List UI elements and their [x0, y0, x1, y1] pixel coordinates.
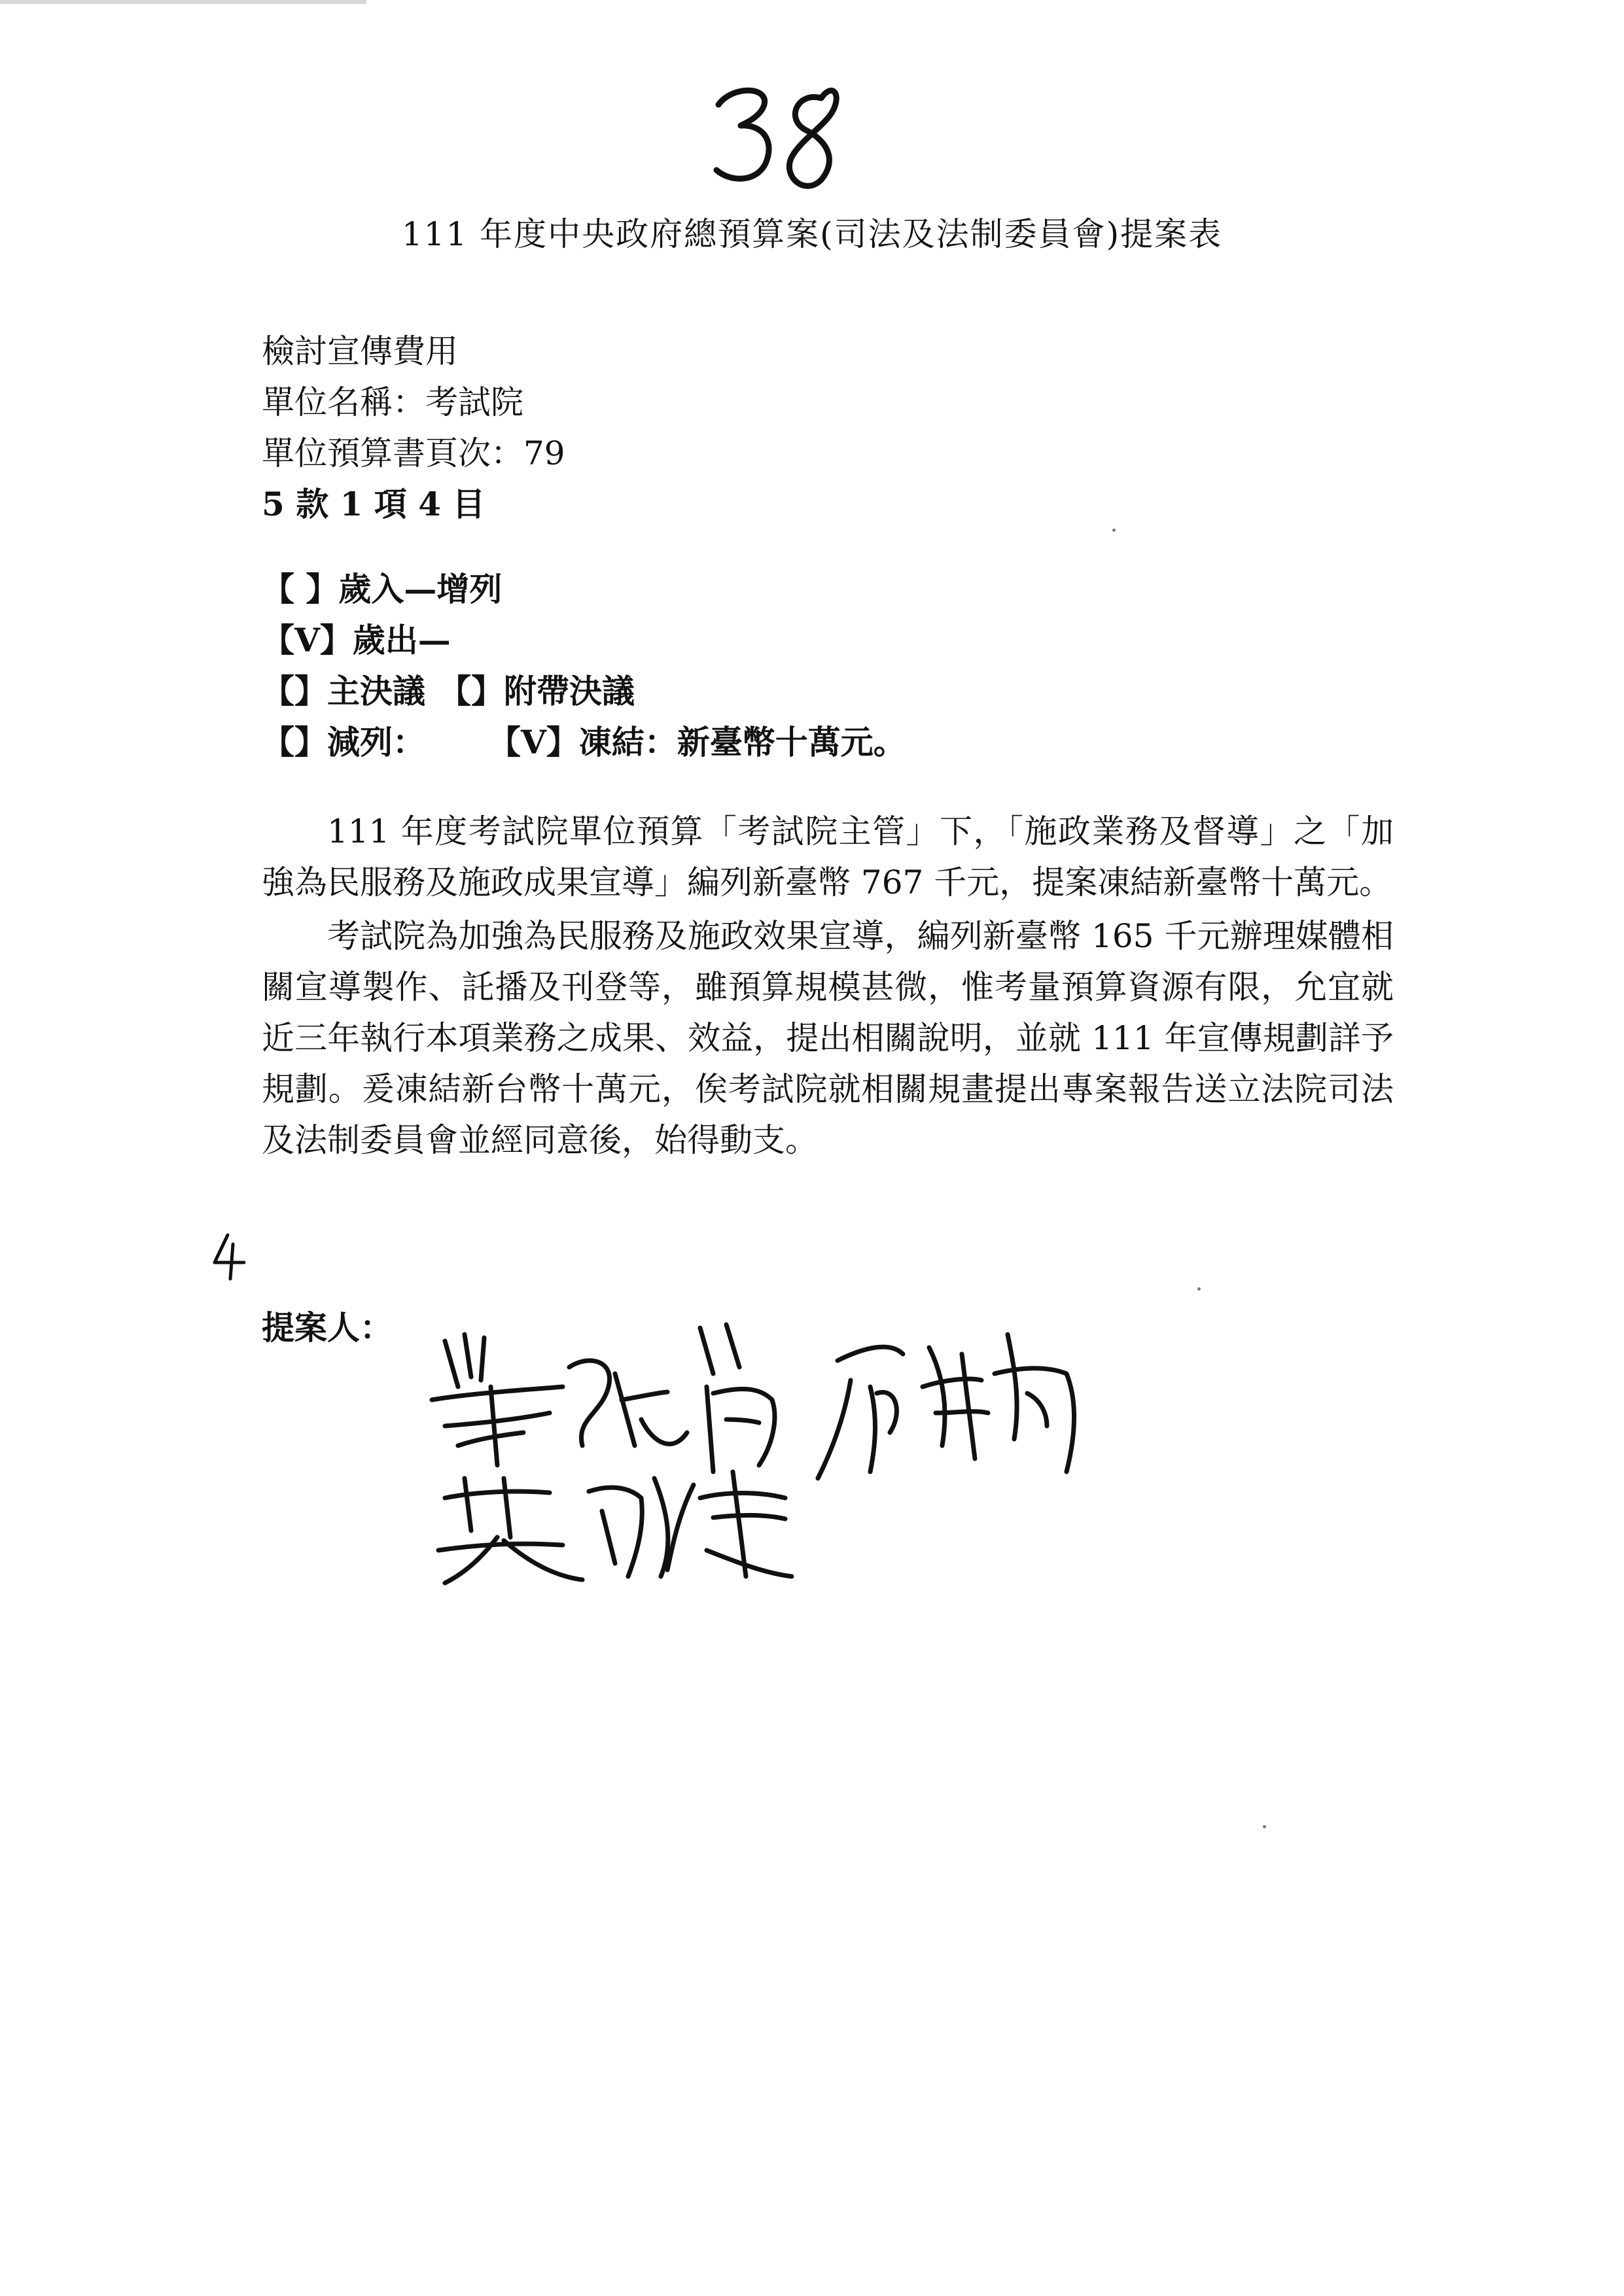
revenue-label: 歲入—增列	[338, 570, 503, 608]
paragraph: 111 年度考試院單位預算「考試院主管」下，「施政業務及督導」之「加強為民服務及施政成果宣導」編列新臺幣 767 千元，提案凍結新臺幣十萬元。	[262, 812, 1394, 901]
subject-line: 檢討宣傳費用	[262, 332, 458, 370]
option-reduce-freeze	[262, 717, 906, 768]
revenue-checkbox: 【 】	[262, 570, 339, 608]
budget-page-line: 單位預算書頁次：79	[262, 434, 565, 472]
supplementary-resolution-checkbox: 【】	[438, 672, 504, 710]
section-line: 5 款 1 項 4 目	[262, 485, 485, 523]
freeze-label: 凍結：新臺幣十萬元。	[578, 723, 906, 761]
handwritten-signatures	[419, 1315, 1139, 1590]
scan-speck	[1112, 529, 1116, 532]
option-revenue	[262, 564, 906, 615]
paragraph: 考試院為加強為民服務及施政效果宣導，編列新臺幣 165 千元辦理媒體相關宣導製作、託播及刊登等，雖預算規模甚微，惟考量預算資源有限，允宜就近三年執行本項業務之成果、效益，提出相關說明，並就 111 年宣傳規劃詳予規劃。爰凍結新台幣十萬元，俟考試院就相關規畫提出專案報告送立法院司法及法制委員會並經同意後，始得動支。	[262, 917, 1394, 1159]
reduce-checkbox: 【】	[262, 723, 327, 761]
expenditure-checkbox: 【V】	[262, 621, 353, 659]
supplementary-resolution-label: 附帶決議	[504, 672, 635, 710]
scan-edge-mark	[0, 0, 366, 4]
main-resolution-label: 主決議	[327, 672, 425, 710]
options-block	[262, 564, 906, 768]
expenditure-label: 歲出—	[352, 621, 451, 659]
option-resolutions	[262, 666, 906, 717]
unit-name-line: 單位名稱：考試院	[262, 383, 523, 421]
main-resolution-checkbox: 【】	[262, 672, 327, 710]
scan-speck	[1263, 1825, 1266, 1828]
handwritten-page-number	[707, 78, 857, 196]
option-expenditure	[262, 615, 906, 666]
scan-speck	[1197, 1287, 1201, 1291]
proposal-body	[262, 806, 1394, 1168]
form-title: 111 年度中央政府總預算案(司法及法制委員會)提案表	[401, 215, 1223, 253]
handwritten-margin-note	[208, 1230, 247, 1282]
reduce-label: 減列：	[327, 723, 425, 761]
freeze-checkbox: 【V】	[488, 723, 579, 761]
proposer-label: 提案人：	[262, 1308, 393, 1347]
meta-block	[262, 326, 565, 530]
